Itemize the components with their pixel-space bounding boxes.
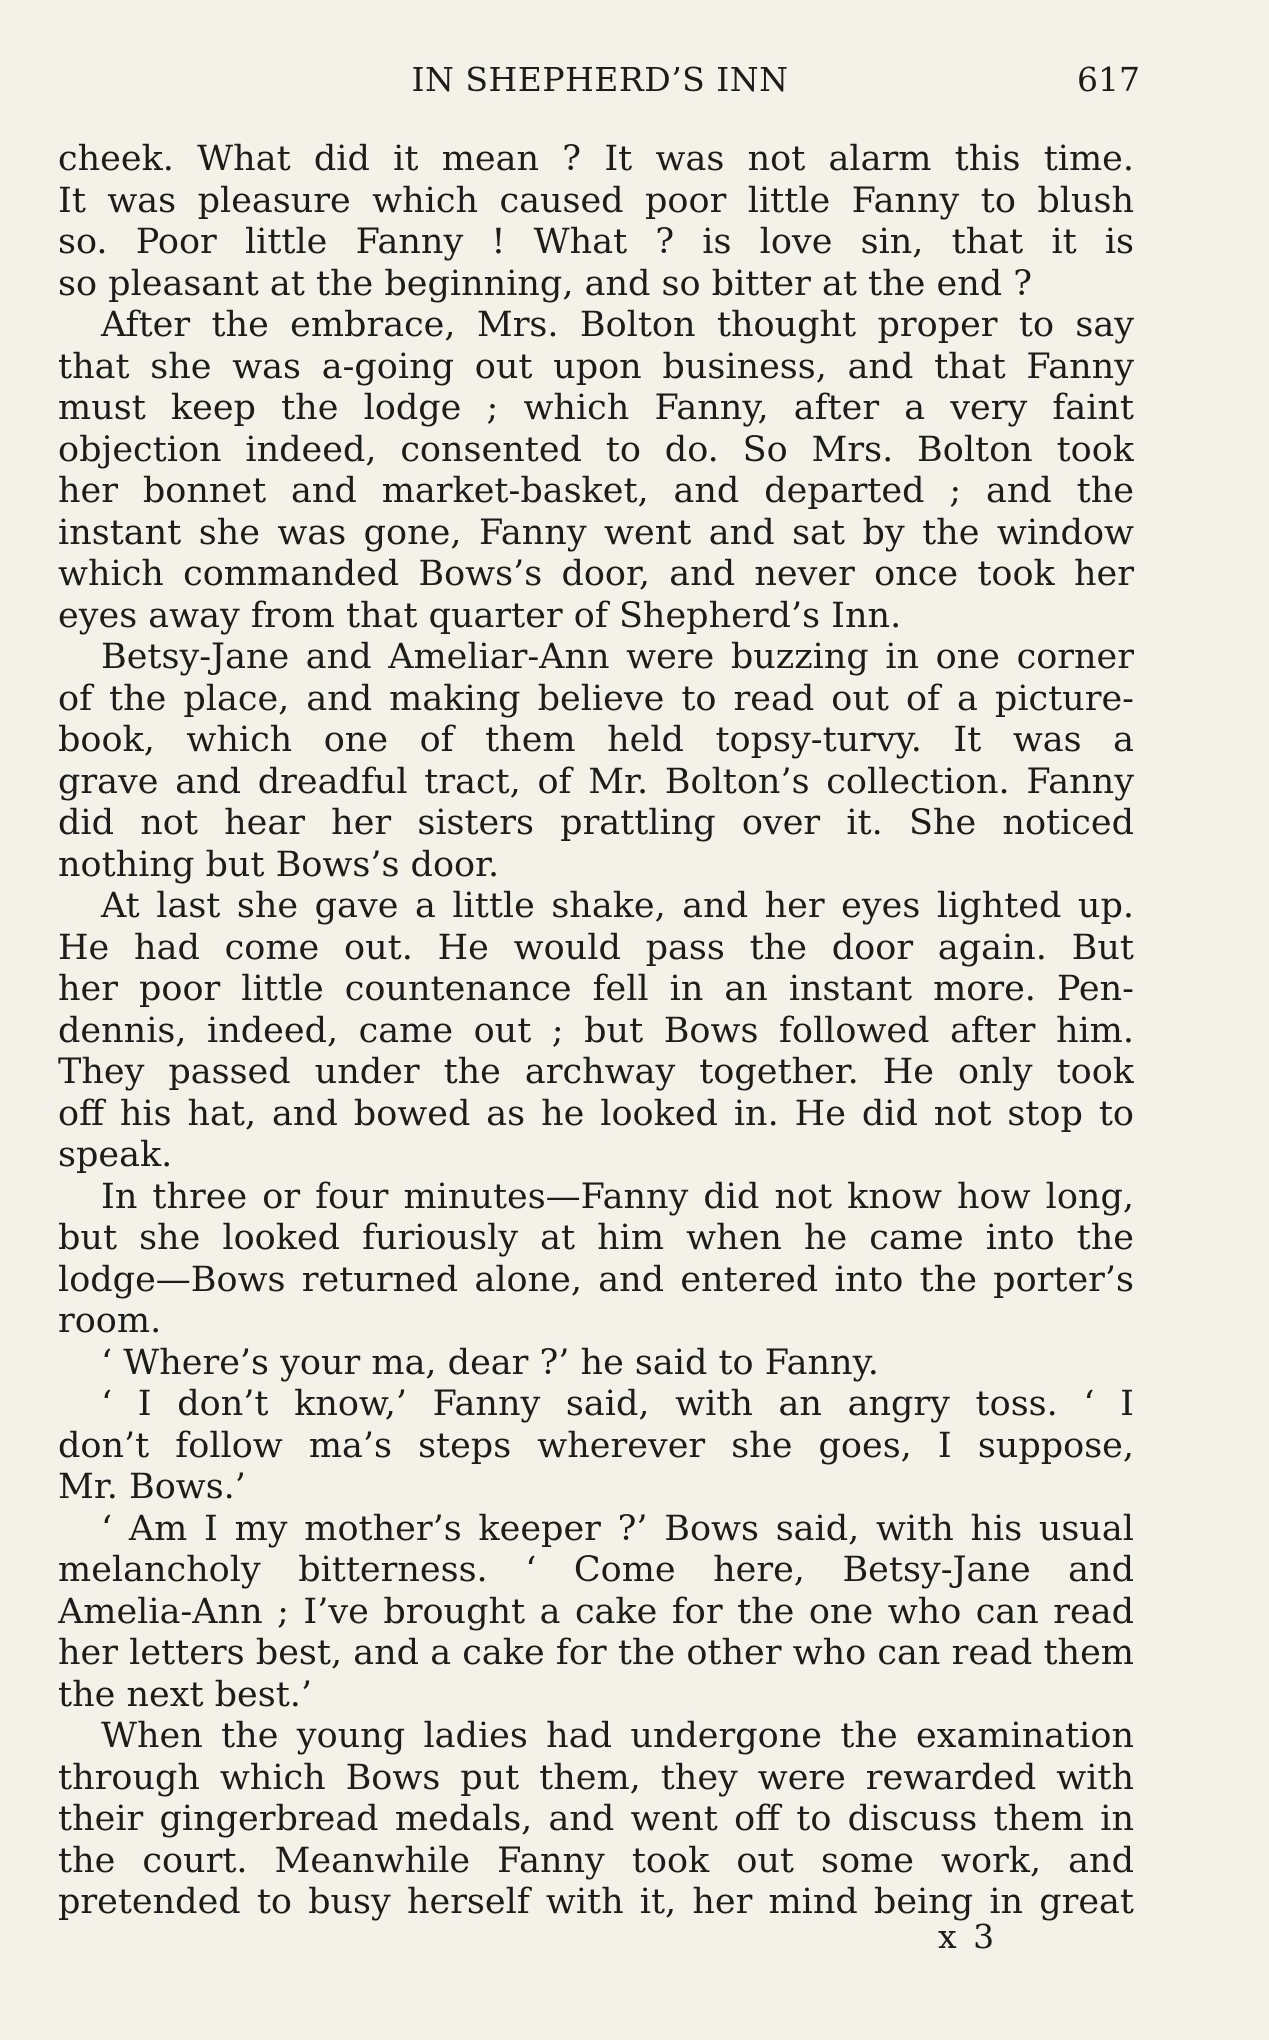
text-line: nothing but Bows’s door. [58, 844, 500, 885]
text-line: ‘ Where’s your ma, dear ?’ he said to Fanny. [101, 1342, 879, 1383]
text-line: did not hear her sisters prattling over it. She noticed [58, 803, 1134, 843]
text-line: her poor little countenance fell in an instant more. Pen- [58, 969, 1134, 1009]
text-line: Betsy-Jane and Ameliar-Ann were buzzing in one corner [101, 637, 1134, 677]
text-line: that she was a-going out upon business, and that Fanny [58, 346, 1134, 387]
text-line: book, which one of them held topsy-turvy. It was a [58, 720, 1134, 760]
text-line: her letters best, and a cake for the other who can read them [58, 1633, 1134, 1673]
text-line: lodge—Bows returned alone, and entered into the porter’s [58, 1259, 1134, 1300]
text-line: melancholy bitterness. ‘ Come here, Betsy-Jane and [58, 1550, 1134, 1590]
text-line: so. Poor little Fanny ! What ? is love sin, that it is [58, 222, 1134, 262]
text-line: They passed under the archway together. He only took [58, 1052, 1134, 1092]
text-line: ‘ Am I my mother’s keeper ?’ Bows said, with his usual [101, 1508, 1134, 1549]
text-line: When the young ladies had undergone the examination [101, 1716, 1134, 1756]
text-line: their gingerbread medals, and went off to discuss them in [58, 1799, 1134, 1839]
text-line: cheek. What did it mean ? It was not alarm this time. [58, 139, 1134, 179]
text-line: pretended to busy herself with it, her mind being in great [58, 1882, 1134, 1922]
text-line: instant she was gone, Fanny went and sat by the window [58, 512, 1134, 553]
text-line: At last she gave a little shake, and her eyes lighted up. [101, 886, 1134, 926]
signature-mark: x 3 [938, 1917, 998, 1956]
text-line: her bonnet and market-basket, and departed ; and the [58, 471, 1134, 511]
text-line: so pleasant at the beginning, and so bitter at the end ? [58, 263, 1033, 304]
running-title: IN SHEPHERD’S INN [411, 60, 789, 99]
text-line: Mr. Bows.’ [58, 1467, 246, 1507]
text-line: the court. Meanwhile Fanny took out some work, and [58, 1840, 1134, 1881]
text-line: objection indeed, consented to do. So Mrs. Bolton took [58, 429, 1134, 470]
text-line: dennis, indeed, came out ; but Bows followed after him. [58, 1010, 1134, 1051]
text-line: off his hat, and bowed as he looked in. He did not stop to [58, 1093, 1134, 1134]
text-line: the next best.’ [58, 1674, 313, 1715]
text-line: After the embrace, Mrs. Bolton thought proper to say [101, 305, 1134, 345]
text-line: ‘ I don’t know,’ Fanny said, with an angry toss. ‘ I [101, 1384, 1134, 1424]
text-line: eyes away from that quarter of Shepherd’s Inn. [58, 595, 902, 636]
text-line: but she looked furiously at him when he came into the [58, 1218, 1134, 1258]
text-line: don’t follow ma’s steps wherever she goes, I suppose, [58, 1425, 1134, 1466]
text-line: In three or four minutes—Fanny did not know how long, [101, 1176, 1134, 1217]
text-line: speak. [58, 1135, 173, 1175]
page-number: 617 [1077, 60, 1140, 99]
text-line: grave and dreadful tract, of Mr. Bolton’s collection. Fanny [58, 761, 1134, 802]
text-line: of the place, and making believe to read out of a picture- [58, 678, 1134, 719]
text-line: through which Bows put them, they were rewarded with [58, 1757, 1134, 1798]
body-text [58, 139, 1134, 1924]
text-line: It was pleasure which caused poor little Fanny to blush [58, 180, 1134, 221]
text-line: which commanded Bows’s door, and never once took her [58, 554, 1134, 594]
running-head [60, 58, 1140, 102]
text-line: He had come out. He would pass the door again. But [58, 927, 1134, 968]
text-line: must keep the lodge ; which Fanny, after a very faint [58, 388, 1134, 428]
text-line: Amelia-Ann ; I’ve brought a cake for the one who can read [58, 1591, 1134, 1632]
text-line: room. [58, 1301, 162, 1341]
